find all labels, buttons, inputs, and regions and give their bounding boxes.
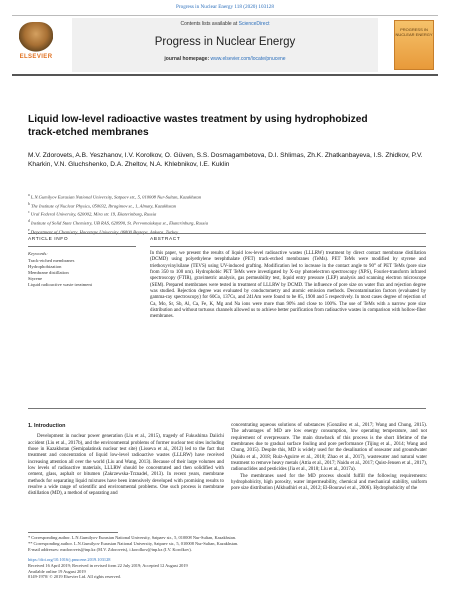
homepage-link[interactable]: www.elsevier.com/locate/pnucene [210, 56, 286, 62]
divider [28, 233, 426, 234]
cover-title: PROGRESS IN NUCLEAR ENERGY [395, 27, 433, 37]
contents-line [72, 21, 378, 27]
journal-homepage [72, 56, 378, 62]
article-title: Liquid low-level radioactive wastes treatment by using hydrophobized track-etched membranes [28, 114, 368, 138]
divider [28, 408, 426, 409]
divider [150, 246, 426, 247]
keyword: Hydrophobization [28, 264, 62, 270]
affiliation-e: $^e$ Department of Chemistry, Hacettepe University, 06800 Beytepe, Ankara, Turkey [28, 227, 179, 235]
affiliation-b: $^b$ The Institute of Nuclear Physics, 050032, Ibragimov st., 1, Almaty, Kazakhstan [28, 201, 177, 209]
keywords-list [28, 258, 92, 288]
affiliation-c: $^c$ Ural Federal University, 620002, Mira str. 19, Ekaterinburg, Russia [28, 210, 157, 217]
body-column-right [231, 423, 427, 493]
copyright: 0149-1970/ © 2019 Elsevier Ltd. All rights reserved. [28, 574, 121, 580]
divider [28, 246, 136, 247]
affiliation-a: $^a$ L.N.Gumilyov Eurasian National University, Satpaev str., 5, 010008 Nur-Sultan, Kazakhstan [28, 193, 202, 200]
keyword: Track-etched membranes [28, 258, 75, 263]
journal-cover-image[interactable] [394, 20, 434, 70]
received-dates: Received 16 April 2019; Received in revised form 22 July 2019; Accepted 12 August 2019 [28, 562, 188, 568]
masthead-center [72, 18, 378, 72]
first-author[interactable]: M.V. Zdorovets [28, 152, 73, 159]
journal-masthead [12, 15, 438, 76]
available-online: Available online 19 August 2019 [28, 568, 86, 574]
article-info-heading: ARTICLE INFO [28, 237, 69, 242]
paragraph: The membranes used for the MD process should fulfill the following requirements: hydrophobicity, high porosity, water impermeability, chemical and mechanical stability, uniform pore size distribution (Alkhudhiri et al., 2012; El-Bourawi et al., 2006). Hydrophobicity of the [231, 473, 427, 492]
author-list [28, 151, 428, 169]
paragraph: Development in nuclear power generation (Liu et al., 2015), tragedy of Fukushima Daiichi accident (Liu et al., 2017b), and the environmental problems of former nuclear test sites including those in Kazakhstan (Semipalatinsk nuclear test site) (Lisseva et al., 2012) led to the fact that treatment and concentration of liquid low-level radioactive wastes (LLLRW) have received increasing attention all over the world (Liu and Wang, 2013). Because of their large volumes and low levels of radioactive materials, LLLRW should be concentrated and then solidified with cement, glass, asphalt or bitumen (Zakrzewska-Trznadel, 2013). In recent years, membrane methods for separating liquid mixtures have been intensively developed with promising results to resolve a wide range of scientific and environmental problems. One such process is membrane distillation (MD), a method of separating and [28, 434, 224, 497]
abstract-text: In this paper, we present the results of liquid low-level radioactive wastes (LLLRW) treatment by direct contact membrane distillation (DCMD) using polyethylene terephthalate (PET) track-etched membranes (TeMs). PET TeMs were modified by styrene and triethoxyvinylsilane (TEVS) using UV-induced grafting. Modification led to increase in the contact angle to 90° of PET TeMs (pore size from 350 to 100 nm). Hydrophobic PET TeMs were investigated by X-ray photoelectron spectroscopy (XPS), Fourier-transform infrared spectroscopy (FTIR), gravimetric analysis, gas permeability test, liquid entry pressure (LEP) analysis and scanning electron microscope (SEM). Prepared membranes were tested in treatment of LLLRW by DCMD. The influence of pore size on water flux and rejection degree was studied. Rejection degree was evaluated by conductometry and atomic emission methods. Decontamination factors (evaluated by gamma-ray spectroscopy) for 60Co, 137Cs, and 241Am were found to be 85, 1900 and 5 respectively. In most cases degree of rejection of Ca, Mo, Sr, Sb, Al, Ca, Fe, K, Mg and Na ions were more than 90% and close to 100%. The use of TeMs with a narrow pore size distribution and without tortuous channels allowed us to achieve better purification from radioactive wastes in comparison with hollow-fiber membranes. [150, 251, 426, 320]
section-heading: 1. Introduction [28, 423, 66, 429]
affiliations [28, 192, 428, 236]
corresponding-author-2: ** Corresponding author. L.N.Gumilyov Eurasian National University, Satpaev str., 5, 010008 Nur-Sultan, Kazakhstan. [28, 540, 239, 546]
elsevier-logo [16, 22, 56, 66]
footnote-divider [28, 532, 118, 533]
affiliation-d: $^d$ Institute of Solid State Chemistry, UB RAS, 620990, St. Pervomaiskaya st., Ekaterinburg, Russia [28, 219, 209, 226]
homepage-prefix: journal homepage: [164, 56, 210, 62]
check-for-updates-row [12, 82, 438, 102]
keyword: Liquid radioactive waste treatment [28, 282, 92, 288]
doi-link[interactable]: https://doi.org/10.1016/j.pnucene.2019.103128 [28, 556, 111, 562]
publisher-name: ELSEVIER [19, 54, 53, 60]
keyword: Styrene [28, 276, 43, 282]
abstract-heading: ABSTRACT [150, 237, 181, 242]
keyword: Membrane distillation [28, 270, 69, 276]
contents-prefix: Contents lists available at [180, 21, 238, 27]
elsevier-tree-icon [19, 22, 53, 52]
keywords-label: Keywords: [28, 251, 48, 256]
sciencedirect-link[interactable]: ScienceDirect [238, 21, 270, 27]
journal-citation: Progress in Nuclear Energy 118 (2020) 103128 [176, 4, 274, 10]
footnotes [28, 535, 426, 580]
corresponding-author-1: * Corresponding author. L.N.Gumilyov Eurasian National University, Satpaev str., 5, 010008 Nur-Sultan, Kazakhstan. [28, 535, 237, 540]
body-column-left [28, 423, 224, 498]
email-addresses[interactable]: E-mail addresses: mzdorovets@inp.kz (M.V. Zdorovets), i.korolkov@inp.kz (I.V. Korolkov). [28, 546, 192, 552]
journal-title[interactable]: Progress in Nuclear Energy [154, 36, 296, 48]
paragraph: concentrating aqueous solutions of substances (González et al., 2017; Wang and Chung, 2015). The advantages of MD are low energy consumption, low operating temperature, and not requirement of overpressure. The main drawback of this process is the short lifetime of the membranes due to gradual surface fouling and pore performance (Tijing et al., 2014; Wang and Chung, 2015). Despite this, MD is widely used for the desalination of seawater and groundwater (Naidu et al., 2018; Ruiz-Aguirre et al., 2018; Zhao et al., 2017), wastewater and natural water treatment to remove heavy metals (Attia et al., 2017; Naidu et al., 2017; Quist-Jensen et al., 2017), radionuclides and pesticides (Jia et al., 2018; Liu et al., 2017a). [231, 423, 427, 473]
remaining-authors[interactable]: , A.B. Yeszhanov, I.V. Korolkov, O. Güven, S.S. Dosmagambetova, D.I. Shlimas, Zh.K. Zhatkanbayeva, I.S. Zhidkov, P.V. Kharkin, V.N. Gluchshenko, D.A. Zheltov, N.A. Khlebnikov, I.E. Kuklin [28, 152, 423, 168]
